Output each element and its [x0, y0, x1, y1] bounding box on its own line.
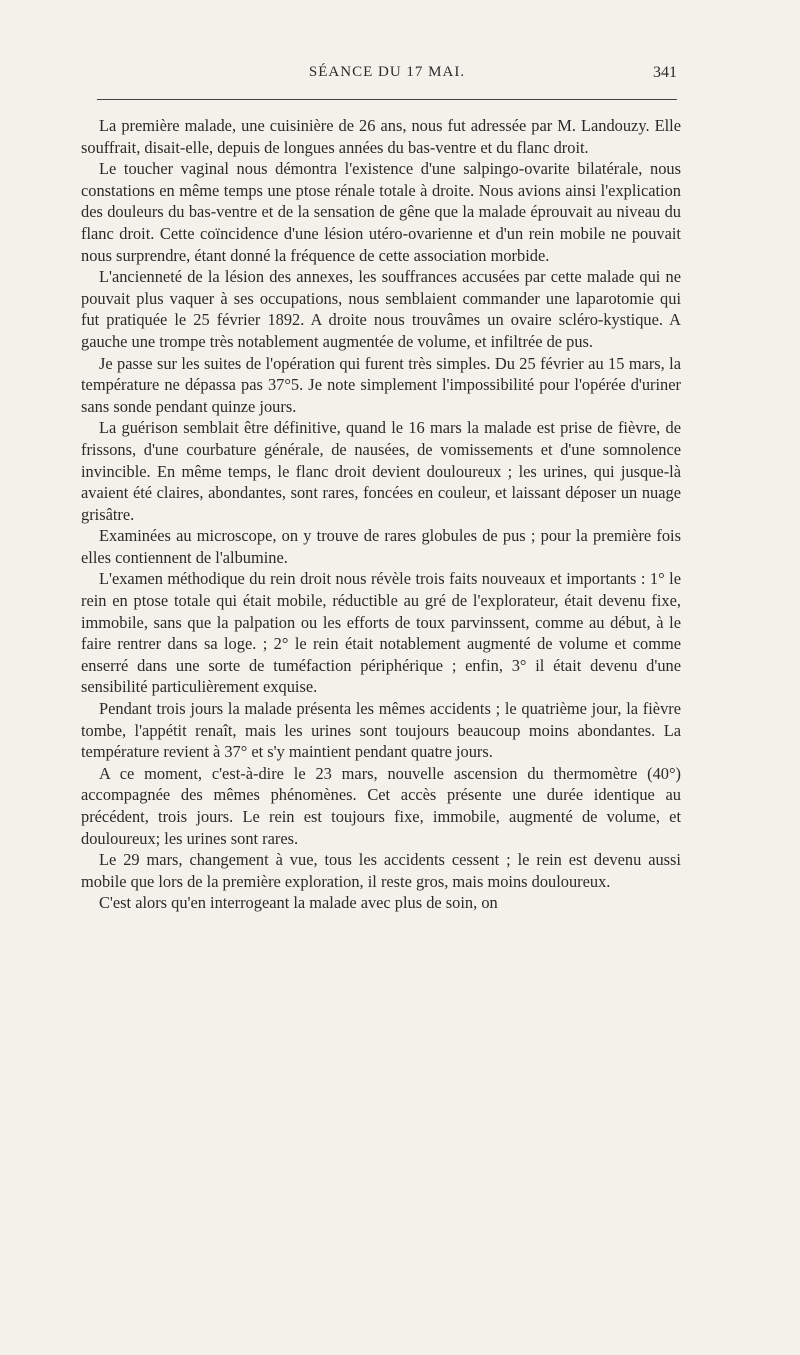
paragraph: Pendant trois jours la malade présenta les mêmes accidents ; le quatrième jour, la fièvre tombe, l'appétit renaît, mais les urines sont toujours beaucoup moins abondantes. La température revient à 37° et s'y maintient pendant quatre jours. [81, 699, 681, 762]
paragraph: L'ancienneté de la lésion des annexes, les souffrances accusées par cette malade qui ne pouvait plus vaquer à ses occupations, nous semblaient commander une laparotomie qui fut pratiquée le 25 février 1892. A droite nous trouvâmes un ovaire scléro-kystique. A gauche une trompe très notablement augmentée de volume, et infiltrée de pus. [81, 267, 681, 351]
paragraph: Je passe sur les suites de l'opération qui furent très simples. Du 25 février au 15 mars, la température ne dépassa pas 37°5. Je note simplement l'impossibilité pour l'opérée d'uriner sans sonde pendant quinze jours. [81, 353, 681, 416]
paragraph: Examinées au microscope, on y trouve de rares globules de pus ; pour la première fois elles contiennent de l'albumine. [81, 526, 681, 567]
page-number: 341 [653, 64, 677, 81]
paragraph: Le toucher vaginal nous démontra l'existence d'une salpingo-ovarite bilatérale, nous constations en même temps une ptose rénale totale à droite. Nous avions ainsi l'explication des douleurs du bas-ventre et de la sensation de gêne que la malade éprouvait au niveau du flanc droit. Cette coïncidence d'une lésion utéro-ovarienne et d'un rein mobile ne pouvait nous surprendre, étant donné la fréquence de cette association morbide. [81, 159, 681, 265]
running-head: SÉANCE DU 17 MAI. [308, 64, 466, 80]
paragraph: La première malade, une cuisinière de 26 ans, nous fut adressée par M. Landouzy. Elle souffrait, disait-elle, depuis de longues années du bas-ventre et du flanc droit. [81, 116, 681, 157]
paragraph: L'examen méthodique du rein droit nous révèle trois faits nouveaux et importants : 1° le rein en ptose totale qui était mobile, réductible au gré de l'explorateur, était devenu fixe, immobile, sans que la palpation ou les efforts de toux parvinssent, comme au début, à le faire rentrer dans sa loge. ; 2° le rein était notablement augmenté de volume et comme enserré dans une sorte de tuméfaction périphérique ; enfin, 3° il était devenu d'une sensibilité particulièrement exquise. [81, 569, 681, 697]
body-text [81, 115, 681, 914]
paragraph: La guérison semblait être définitive, quand le 16 mars la malade est prise de fièvre, de frissons, d'une courbature générale, de nausées, de vomissements et d'une somnolence invincible. En même temps, le flanc droit devient douloureux ; les urines, qui jusque-là avaient été claires, abondantes, sont rares, foncées en couleur, et laissant déposer un nuage grisâtre. [81, 418, 681, 524]
paragraph: Le 29 mars, changement à vue, tous les accidents cessent ; le rein est devenu aussi mobile que lors de la première exploration, il reste gros, mais moins douloureux. [81, 850, 681, 891]
paragraph: C'est alors qu'en interrogeant la malade avec plus de soin, on [99, 893, 498, 913]
paragraph: A ce moment, c'est-à-dire le 23 mars, nouvelle ascension du thermomètre (40°) accompagnée des mêmes phénomènes. Cet accès présente une durée identique au précédent, trois jours. Le rein est toujours fixe, immobile, augmenté de volume, et douloureux; les urines sont rares. [81, 763, 681, 848]
header-rule [97, 99, 677, 100]
page-header [97, 64, 677, 88]
